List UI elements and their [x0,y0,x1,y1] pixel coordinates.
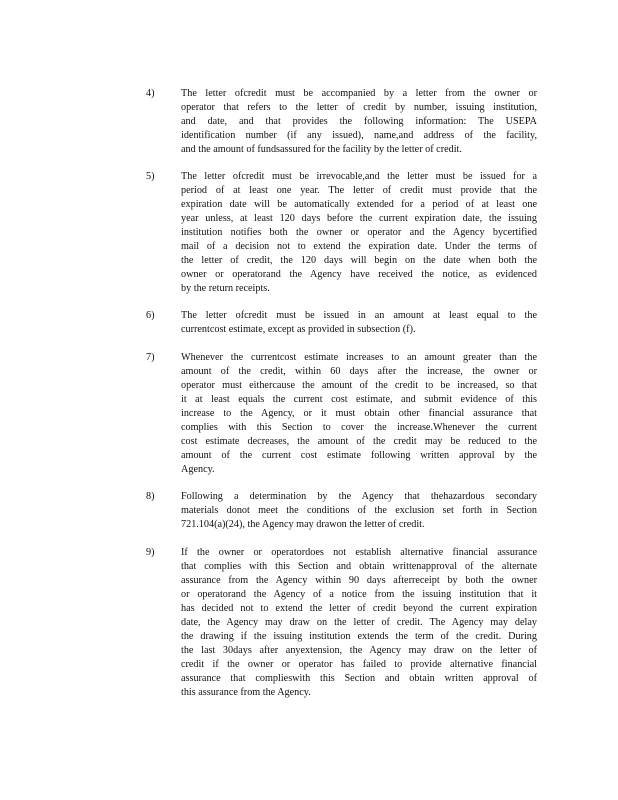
item-number: 4) [146,88,155,99]
text-line: identification number (if any issued), name,and address of the facility, [181,130,537,141]
text-line: 721.104(a)(24), the Agency may drawon the letter of credit. [181,519,425,530]
text-line: operator that refers to the letter of credit by number, issuing institution, [181,102,537,113]
text-line: assurance from the Agency within 90 days afterreceipt by both the owner [181,575,537,586]
text-line: it at least equals the current cost estimate, and submit evidence of this [181,394,537,405]
text-line: complies with this Section to cover the increase.Whenever the current [181,422,537,433]
text-line: the drawing if the issuing institution extends the term of the credit. During [181,631,537,642]
text-line: the last 30days after anyextension, the Agency may draw on the letter of [181,645,537,656]
text-line: date, the Agency may draw on the letter of credit. The Agency may delay [181,617,537,628]
text-line: has decided not to extend the letter of credit beyond the current expiration [181,603,537,614]
text-line: The letter ofcredit must be irrevocable,and the letter must be issued for a [181,171,537,182]
text-line: or operatorand the Agency of a notice from the issuing institution that it [181,589,537,600]
text-line: If the owner or operatordoes not establish alternative financial assurance [181,547,537,558]
text-line: institution notifies both the owner or operator and the Agency bycertified [181,227,537,238]
text-line: that complies with this Section and obtain writtenapproval of the alternate [181,561,537,572]
text-line: this assurance from the Agency. [181,687,311,698]
item-number: 7) [146,352,155,363]
text-line: The letter ofcredit must be accompanied by a letter from the owner or [181,88,537,99]
item-number: 6) [146,310,155,321]
text-line: by the return receipts. [181,283,270,294]
text-line: The letter ofcredit must be issued in an amount at least equal to the [181,310,537,321]
text-line: expiration date will be automatically extended for a period of at least one [181,199,537,210]
text-line: period of at least one year. The letter of credit must provide that the [181,185,537,196]
text-line: assurance that complieswith this Section and obtain written approval of [181,673,537,684]
text-line: mail of a decision not to extend the expiration date. Under the terms of [181,241,537,252]
text-line: and date, and that provides the following information: The USEPA [181,116,537,127]
text-line: currentcost estimate, except as provided in subsection (f). [181,324,416,335]
item-number: 8) [146,491,155,502]
text-line: amount of the credit, within 60 days after the increase, the owner or [181,366,537,377]
text-line: cost estimate decreases, the amount of the credit may be reduced to the [181,436,537,447]
text-line: Following a determination by the Agency that thehazardous secondary [181,491,537,502]
item-number: 5) [146,171,155,182]
item-number: 9) [146,547,155,558]
text-line: owner or operatorand the Agency have received the notice, as evidenced [181,269,537,280]
text-line: credit if the owner or operator has failed to provide alternative financial [181,659,537,670]
text-line: operator must eithercause the amount of the credit to be increased, so that [181,380,537,391]
text-line: and the amount of fundsassured for the facility by the letter of credit. [181,144,462,155]
text-line: increase to the Agency, or it must obtain other financial assurance that [181,408,537,419]
text-line: amount of the current cost estimate following written approval by the [181,450,537,461]
text-line: Whenever the currentcost estimate increases to an amount greater than the [181,352,537,363]
text-line: Agency. [181,464,215,475]
text-line: the letter of credit, the 120 days will begin on the date when both the [181,255,537,266]
text-line: year unless, at least 120 days before the current expiration date, the issuing [181,213,537,224]
text-line: materials donot meet the conditions of the exclusion set forth in Section [181,505,537,516]
